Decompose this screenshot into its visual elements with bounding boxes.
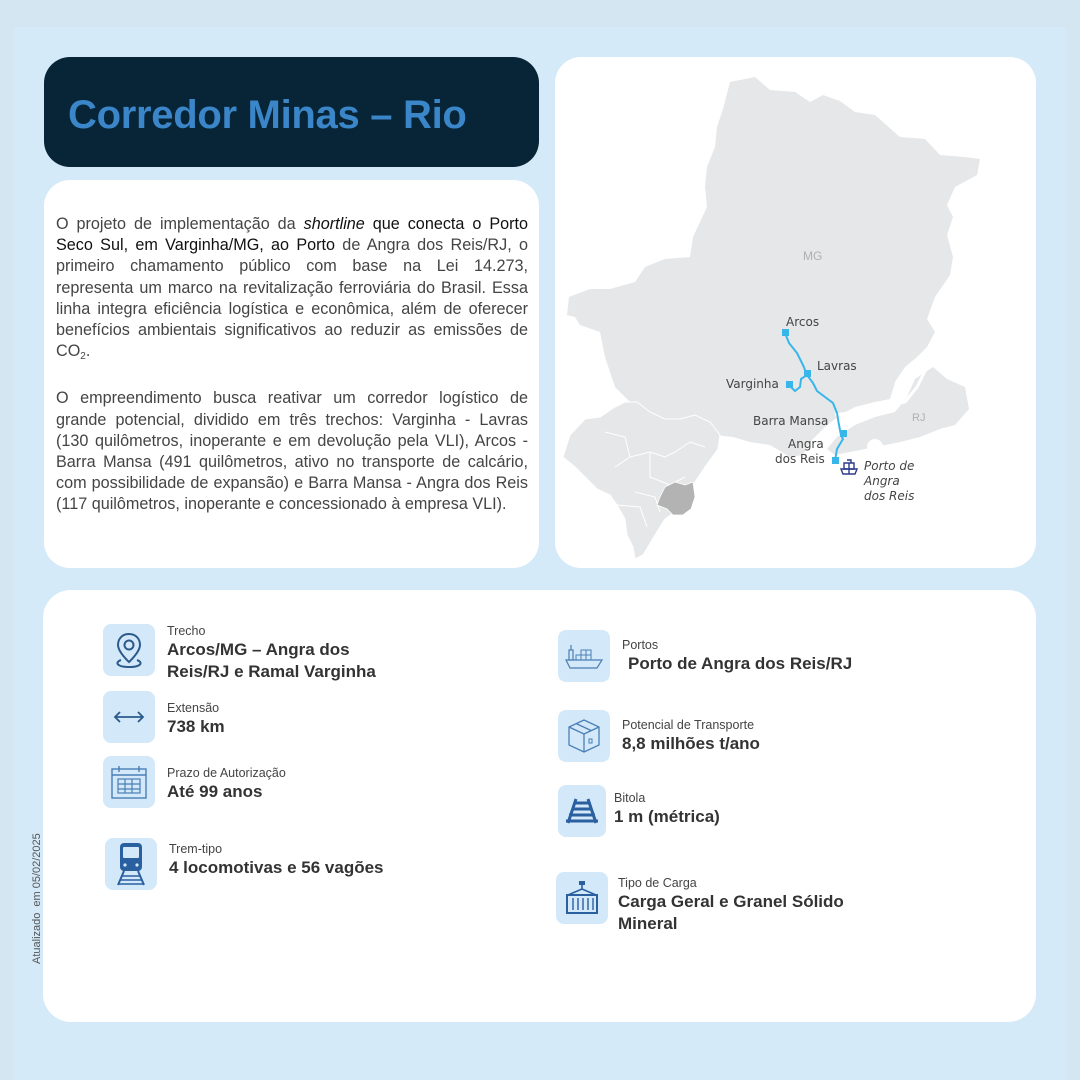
box-icon: [558, 710, 610, 762]
carga-value-1: Carga Geral e Granel Sólido: [618, 892, 844, 911]
city-label-lavras: Lavras: [817, 359, 857, 373]
carga-value-2: Mineral: [618, 914, 678, 933]
angra-marker: [832, 457, 839, 464]
desc-text: que conecta o Porto Seco Sul, em Varginha/MG, ao Porto: [56, 215, 529, 255]
map-graphic: [555, 57, 1036, 568]
info-item-trem: [105, 838, 384, 890]
info-item-trecho: [103, 624, 376, 683]
city-label-varginha: Varginha: [726, 377, 779, 391]
desc-italic-term: shortline: [303, 215, 365, 233]
info-item-extensao: [103, 691, 225, 743]
prazo-value: Até 99 anos: [167, 782, 263, 801]
trem-value: 4 locomotivas e 56 vagões: [169, 858, 384, 877]
container-crane-icon: [556, 872, 608, 924]
bitola-value: 1 m (métrica): [614, 807, 720, 826]
train-icon: [105, 838, 157, 890]
updated-date-note: [31, 833, 43, 964]
updated-date: 05/02/2025: [31, 833, 43, 889]
calendar-icon: [103, 756, 155, 808]
info-item-potencial: [558, 710, 760, 762]
city-label-angra-2: dos Reis: [775, 452, 825, 466]
description-card: [44, 180, 539, 568]
varginha-marker: [786, 381, 793, 388]
extensao-label: Extensão: [167, 701, 220, 715]
bitola-label: Bitola: [614, 791, 646, 805]
info-item-portos: [558, 630, 852, 682]
double-arrow-icon: [103, 691, 155, 743]
desc-text: O projeto de implementação da: [56, 215, 304, 233]
portos-value: Porto de Angra dos Reis/RJ: [628, 654, 853, 673]
trecho-label: Trecho: [167, 624, 206, 638]
desc-text: .: [85, 342, 91, 361]
desc-text: de Angra dos Reis/RJ, o primeiro chamamento público com base na Lei 14.273, representa um marco na revitalização ferroviária do Brasil. Essa linha integra eficiência logística e econômica, além de oferecer benefícios ambientais significativos ao reduzir as emissões de CO: [56, 236, 528, 361]
prazo-label: Prazo de Autorização: [167, 766, 286, 780]
railway-track-icon: [558, 785, 606, 837]
description-paragraph-2: O empreendimento busca reativar um corredor logístico de grande potencial, dividido em três trechos: Varginha - Lavras (130 quilômetros, inoperante e em devolução pela VLI), Arcos - Barra Mansa (491 quilômetros, ativo no transporte de calcário, com possibilidade de expansão) e Barra Mansa - Angra dos Reis (117 quilômetros, inoperante e concessionado à empresa VLI).: [56, 389, 528, 514]
map-pin-icon: [103, 624, 155, 676]
extensao-value: 738 km: [167, 717, 225, 736]
info-panel: [43, 590, 1036, 1022]
city-label-barra-mansa: Barra Mansa: [753, 414, 829, 428]
port-label-2: Angra: [864, 474, 900, 488]
potencial-label: Potencial de Transporte: [622, 718, 755, 732]
trecho-value-1: Arcos/MG – Angra dos: [167, 640, 350, 659]
potencial-value: 8,8 milhões t/ano: [622, 734, 760, 753]
updated-mid: em: [31, 891, 43, 907]
page-title: Corredor Minas – Rio: [68, 93, 467, 137]
trecho-value-2: Reis/RJ e Ramal Varginha: [167, 662, 376, 681]
mg-label: MG: [803, 249, 823, 263]
info-item-prazo: [103, 756, 286, 808]
port-label-3: dos Reis: [864, 489, 915, 503]
info-item-carga: [556, 872, 844, 935]
route-map: [555, 57, 1036, 568]
trem-label: Trem-tipo: [169, 842, 223, 856]
cargo-ship-icon: [558, 630, 610, 682]
description-paragraph-1: [56, 214, 528, 367]
barra-mansa-marker: [840, 430, 847, 437]
port-anchor-icon: [841, 460, 857, 474]
updated-prefix: Atualizado: [31, 912, 43, 964]
city-label-arcos: Arcos: [786, 315, 820, 329]
city-label-angra-1: Angra: [788, 437, 824, 451]
arcos-marker: [782, 329, 789, 336]
title-banner: [44, 57, 539, 167]
carga-label: Tipo de Carga: [618, 876, 697, 890]
desc-subscript: 2: [80, 351, 86, 363]
lavras-marker: [804, 370, 811, 377]
info-item-bitola: [558, 785, 720, 837]
portos-label: Portos: [622, 638, 659, 652]
rj-label: RJ: [912, 412, 926, 424]
port-label-1: Porto de: [864, 459, 915, 473]
brazil-inset-map: [563, 402, 720, 559]
